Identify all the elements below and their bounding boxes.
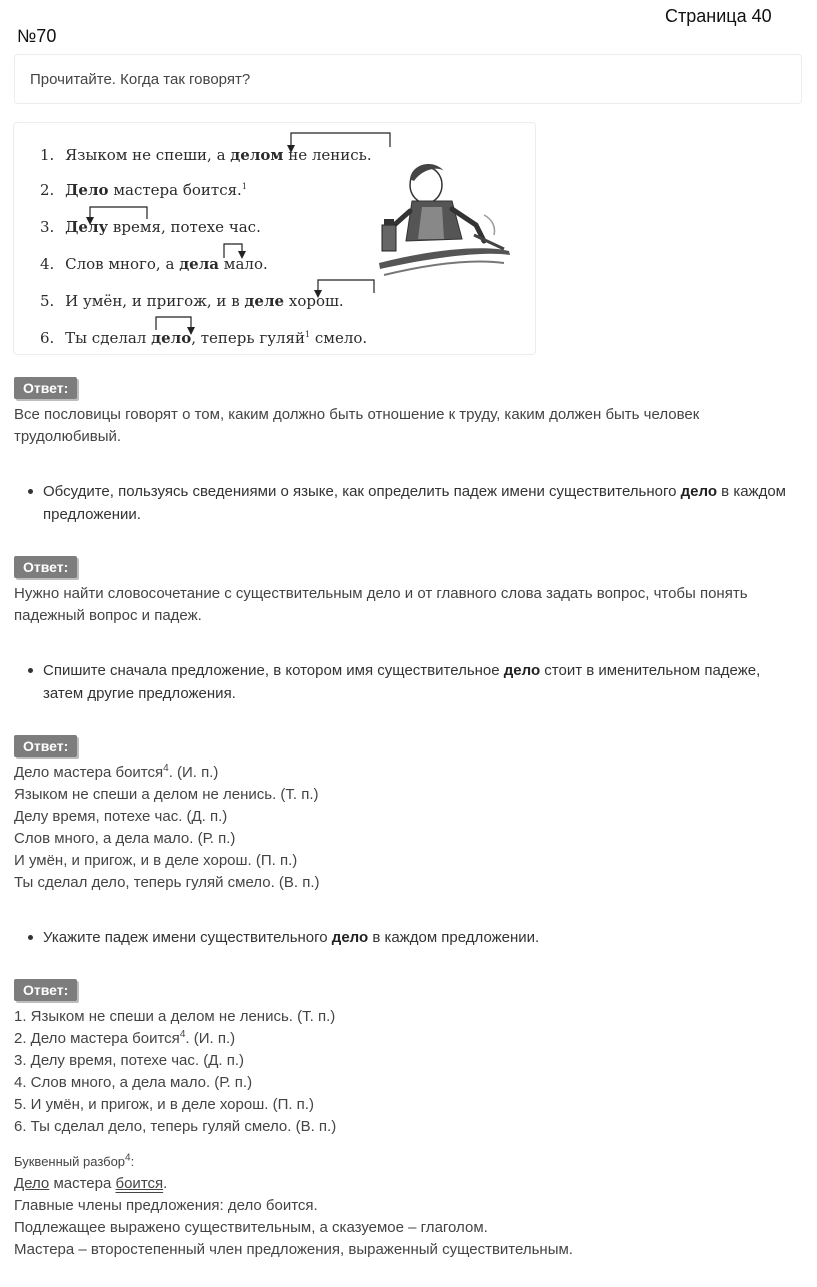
proverb-4: 4. Слов много, а дела мало.: [40, 255, 268, 273]
bullet-3-text: Укажите падеж имени существительного: [43, 929, 332, 946]
answer-4-line-1: 1. Языком не спеши а делом не ленись. (Т. п.): [14, 1008, 336, 1025]
bullet-1-keyword: дело: [680, 483, 718, 500]
analysis-block: [14, 1151, 804, 1261]
bullet-1-text: Обсудите, пользуясь сведениями о языке, как определить падеж имени существительного: [43, 483, 681, 500]
answer-text-1: Все пословицы говорят о том, каким должно быть отношение к труду, каким должен быть человек трудолюбивый.: [14, 406, 700, 445]
bullet-2-text-end: стоит в именительном падеже, затем другие предложения.: [43, 662, 761, 702]
worker-illustration: [379, 164, 510, 275]
bullet-2-keyword: дело: [503, 662, 541, 679]
task-bullet-2: [43, 659, 803, 705]
answer-3-line-2: Языком не спеши а делом не ленись. (Т. п.): [14, 786, 319, 803]
textbook-svg: [14, 123, 536, 355]
proverb-3: 3. Делу время, потехе час.: [40, 218, 261, 236]
bullet-2-text: Спишите сначала предложение, в котором имя существительное: [43, 662, 504, 679]
answer-badge-2: Ответ:: [14, 556, 77, 578]
answer-badge-1: Ответ:: [14, 377, 77, 399]
answer-3-line-1: Дело мастера боится$^4$. (И. п.): [14, 763, 219, 781]
task-bullet-1: [43, 480, 803, 526]
answer-4-line-4: 4. Слов много, а дела мало. (Р. п.): [14, 1074, 253, 1091]
task-prompt: [14, 54, 802, 104]
proverb-2: 2. Дело мастера боится.$^1$: [40, 181, 247, 199]
bullet-3-keyword: дело: [331, 929, 369, 946]
prompt-text: Прочитайте. Когда так говорят?: [30, 71, 251, 88]
answer-3-line-3: Делу время, потехе час. (Д. п.): [14, 808, 228, 825]
answer-4-line-3: 3. Делу время, потехе час. (Д. п.): [14, 1052, 244, 1069]
proverb-5: 5. И умён, и пригож, и в деле хорош.: [40, 292, 344, 310]
task-bullet-3: [43, 926, 803, 949]
analysis-sentence: Дело мастера боится.: [14, 1175, 168, 1192]
answer-3-line-4: Слов много, а дела мало. (Р. п.): [14, 830, 236, 847]
answer-text-3: [14, 762, 804, 894]
proverb-6: 6. Ты сделал дело, теперь гуляй$^1$ смело.: [40, 329, 368, 347]
answer-4-line-5: 5. И умён, и пригож, и в деле хорош. (П. п.): [14, 1096, 314, 1113]
analysis-line-3: Мастера – второстепенный член предложения, выраженный существительным.: [14, 1241, 573, 1258]
answer-3-line-6: Ты сделал дело, теперь гуляй смело. (В. п.): [14, 874, 320, 891]
page-number: Страница 40: [665, 6, 772, 26]
answer-badge-3: Ответ:: [14, 735, 77, 757]
subject-word: Дело: [14, 1175, 50, 1192]
proverb-1: 1. Языком не спеши, а делом не ленись.: [40, 146, 372, 164]
analysis-line-2: Подлежащее выражено существительным, а сказуемое – глаголом.: [14, 1219, 488, 1236]
answer-3-line-5: И умён, и пригож, и в деле хорош. (П. п.): [14, 852, 298, 869]
analysis-line-1: Главные члены предложения: дело боится.: [14, 1197, 318, 1214]
bullet-3-text-end: в каждом предложении.: [368, 929, 540, 946]
bullet-1-text-end: в каждом предложении.: [43, 483, 786, 523]
textbook-excerpt: [13, 122, 536, 355]
task-number: №70: [17, 26, 57, 46]
answer-badge-4: Ответ:: [14, 979, 77, 1001]
predicate-word: боится: [115, 1175, 164, 1192]
answer-4-line-2: 2. Дело мастера боится$^4$. (И. п.): [14, 1029, 236, 1047]
answer-4-line-6: 6. Ты сделал дело, теперь гуляй смело. (В. п.): [14, 1118, 337, 1135]
answer-text-2: Нужно найти словосочетание с существительным дело и от главного слова задать вопрос, чтобы понять падежный вопрос и падеж.: [14, 585, 748, 624]
analysis-label: Буквенный разбор$^4$:: [14, 1152, 135, 1169]
answer-text-4: [14, 1006, 804, 1138]
